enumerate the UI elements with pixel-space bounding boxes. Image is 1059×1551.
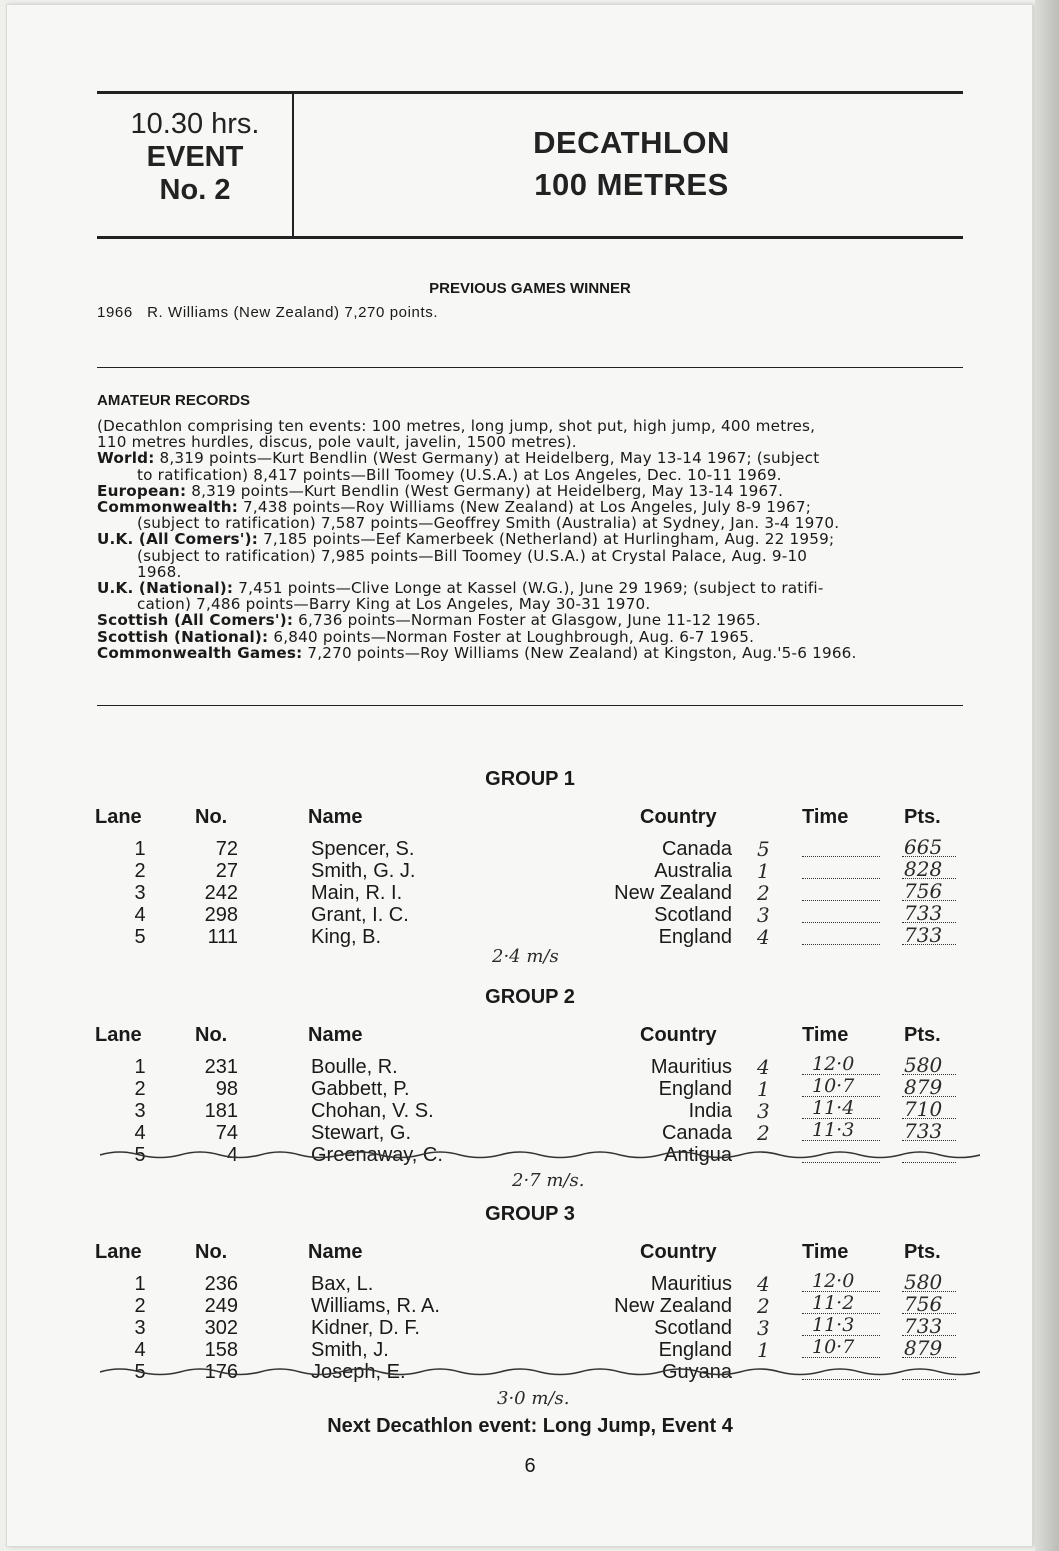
handwritten-points: 828 bbox=[904, 857, 943, 881]
page-number: 6 bbox=[524, 1455, 536, 1477]
scratch-line bbox=[100, 1147, 980, 1163]
competitor-country: England bbox=[658, 1078, 732, 1100]
lane-number: 2 bbox=[134, 1078, 146, 1100]
competitor-name: Spencer, S. bbox=[311, 838, 415, 860]
competitor-number: 231 bbox=[204, 1056, 238, 1078]
handwritten-place: 1 bbox=[757, 859, 770, 883]
handwritten-place: 5 bbox=[757, 837, 770, 861]
handwritten-points: 580 bbox=[904, 1053, 943, 1077]
competitor-number: 4 bbox=[226, 1144, 238, 1166]
column-header-lane: Lane bbox=[95, 1241, 142, 1263]
competitor-number: 181 bbox=[204, 1100, 238, 1122]
column-header-name: Name bbox=[308, 1241, 363, 1263]
handwritten-points: 879 bbox=[904, 1336, 943, 1360]
competitor-row bbox=[0, 904, 1059, 926]
lane-number: 3 bbox=[134, 882, 146, 904]
competitor-name: Smith, G. J. bbox=[311, 860, 416, 882]
column-header-country: Country bbox=[640, 806, 717, 828]
competitor-row bbox=[0, 1317, 1059, 1339]
column-header-pts: Pts. bbox=[904, 1024, 941, 1046]
records-heading: AMATEUR RECORDS bbox=[97, 392, 251, 409]
event-number: No. 2 bbox=[159, 174, 231, 206]
lane-number: 4 bbox=[134, 1339, 146, 1361]
handwritten-place: 3 bbox=[757, 1316, 770, 1340]
record-uk-national-cont: cation) 7,486 points—Barry King at Los Angeles, May 30-31 1970. bbox=[137, 595, 651, 614]
competitor-number: 249 bbox=[204, 1295, 238, 1317]
column-header-time: Time bbox=[802, 1024, 849, 1046]
competitor-country: Scotland bbox=[654, 904, 732, 926]
handwritten-place: 4 bbox=[757, 1272, 770, 1296]
competitor-name: Gabbett, P. bbox=[311, 1078, 410, 1100]
competitor-name: King, B. bbox=[311, 926, 382, 948]
competitor-row bbox=[0, 1056, 1059, 1078]
header-bottom-rule bbox=[97, 236, 963, 239]
record-commonwealth-cont: (subject to ratification) 7,587 points—Geoffrey Smith (Australia) at Sydney, Jan. 3-4 1970. bbox=[137, 514, 840, 533]
lane-number: 2 bbox=[134, 1295, 146, 1317]
handwritten-place: 4 bbox=[757, 1055, 770, 1079]
record-uk-national-label: U.K. (National): bbox=[97, 579, 234, 598]
competitor-name: Smith, J. bbox=[311, 1339, 389, 1361]
record-commonwealth: Commonwealth: 7,438 points—Roy Williams (New Zealand) at Los Angeles, July 8-9 1967; bbox=[97, 498, 812, 517]
previous-winner-text: R. Williams (New Zealand) 7,270 points. bbox=[147, 304, 439, 321]
lane-number: 1 bbox=[134, 1056, 146, 1078]
competitor-name: Williams, R. A. bbox=[311, 1295, 440, 1317]
time-field bbox=[802, 838, 880, 857]
handwritten-time: 11·4 bbox=[812, 1097, 855, 1119]
handwritten-points: 733 bbox=[904, 901, 943, 925]
competitor-country: New Zealand bbox=[614, 882, 732, 904]
competitor-name: Kidner, D. F. bbox=[311, 1317, 420, 1339]
competitor-number: 98 bbox=[215, 1078, 238, 1100]
competitor-country: New Zealand bbox=[614, 1295, 732, 1317]
record-scottish-all: Scottish (All Comers'): 6,736 points—Norman Foster at Glasgow, June 11-12 1965. bbox=[97, 611, 761, 630]
record-commonwealth-games-label: Commonwealth Games: bbox=[97, 643, 303, 662]
competitor-country: Australia bbox=[654, 860, 732, 882]
column-header-no: No. bbox=[195, 1024, 228, 1046]
lane-number: 1 bbox=[134, 838, 146, 860]
handwritten-place: 2 bbox=[757, 1121, 770, 1145]
competitor-name: Grant, I. C. bbox=[311, 904, 409, 926]
column-header-country: Country bbox=[640, 1241, 717, 1263]
group-title: GROUP 2 bbox=[485, 986, 575, 1008]
column-header-no: No. bbox=[195, 1241, 228, 1263]
handwritten-points: 710 bbox=[904, 1097, 943, 1121]
competitor-number: 111 bbox=[207, 926, 238, 948]
record-european: European: 8,319 points—Kurt Bendlin (West Germany) at Heidelberg, May 13-14 1967. bbox=[97, 481, 784, 500]
competitor-name: Greenaway, C. bbox=[311, 1144, 443, 1166]
competitor-number: 236 bbox=[204, 1273, 238, 1295]
competitor-name: Chohan, V. S. bbox=[311, 1100, 434, 1122]
competitor-country: England bbox=[658, 926, 732, 948]
record-uk-all-cont: (subject to ratification) 7,985 points—Bill Toomey (U.S.A.) at Crystal Palace, Aug. 9-10 bbox=[137, 546, 808, 565]
handwritten-points: 733 bbox=[904, 1119, 943, 1143]
competitor-number: 158 bbox=[204, 1339, 238, 1361]
competitor-name: Boulle, R. bbox=[311, 1056, 398, 1078]
handwritten-time: 12·0 bbox=[812, 1270, 855, 1292]
column-header-pts: Pts. bbox=[904, 1241, 941, 1263]
event-title bbox=[300, 122, 963, 206]
record-world: World: 8,319 points—Kurt Bendlin (West Germany) at Heidelberg, May 13-14 1967; (subject bbox=[97, 449, 820, 468]
handwritten-points: 756 bbox=[904, 1292, 943, 1316]
column-header-time: Time bbox=[802, 806, 849, 828]
record-uk-national: U.K. (National): 7,451 points—Clive Longe at Kassel (W.G.), June 29 1969; (subject to ratifi- bbox=[97, 579, 824, 598]
record-world-cont: to ratification) 8,417 points—Bill Toomey (U.S.A.) at Los Angeles, Dec. 10-11 1969. bbox=[137, 465, 782, 484]
lane-number: 4 bbox=[134, 904, 146, 926]
column-header-time: Time bbox=[802, 1241, 849, 1263]
event-time: 10.30 hrs. bbox=[130, 108, 260, 140]
competitor-country: Scotland bbox=[654, 1317, 732, 1339]
competitor-number: 27 bbox=[215, 860, 238, 882]
competitor-row bbox=[0, 1100, 1059, 1122]
event-title-line2: 100 METRES bbox=[534, 167, 729, 202]
handwritten-place: 1 bbox=[757, 1077, 770, 1101]
header-top-rule bbox=[97, 91, 963, 94]
scratch-line bbox=[100, 1364, 980, 1380]
competitor-name: Joseph, E. bbox=[311, 1361, 406, 1383]
lane-number: 4 bbox=[134, 1122, 146, 1144]
competitor-row bbox=[0, 1295, 1059, 1317]
previous-winner-line bbox=[97, 304, 438, 321]
record-uk-all-label: U.K. (All Comers'): bbox=[97, 530, 259, 549]
handwritten-place: 1 bbox=[757, 1338, 770, 1362]
competitor-name: Main, R. I. bbox=[311, 882, 403, 904]
handwritten-time: 11·3 bbox=[812, 1119, 855, 1141]
handwritten-time: 10·7 bbox=[812, 1075, 855, 1097]
lane-number: 3 bbox=[134, 1100, 146, 1122]
competitor-number: 72 bbox=[215, 838, 238, 860]
lane-number: 5 bbox=[134, 1361, 146, 1383]
competitor-row bbox=[0, 1122, 1059, 1144]
handwritten-place: 2 bbox=[757, 1294, 770, 1318]
competitor-name: Stewart, G. bbox=[311, 1122, 412, 1144]
column-header-lane: Lane bbox=[95, 806, 142, 828]
competitor-row bbox=[0, 838, 1059, 860]
divider-rule-1 bbox=[97, 367, 963, 368]
competitor-number: 302 bbox=[204, 1317, 238, 1339]
column-header-name: Name bbox=[308, 1024, 363, 1046]
record-commonwealth-label: Commonwealth: bbox=[97, 498, 239, 517]
record-commonwealth-games: Commonwealth Games: 7,270 points—Roy Williams (New Zealand) at Kingston, Aug.'5-6 1966. bbox=[97, 643, 857, 662]
group-title: GROUP 1 bbox=[485, 768, 575, 790]
handwritten-points: 879 bbox=[904, 1075, 943, 1099]
competitor-row bbox=[0, 1078, 1059, 1100]
lane-number: 5 bbox=[134, 926, 146, 948]
handwritten-wind-reading: 2·7 m/s. bbox=[512, 1170, 585, 1191]
handwritten-time: 10·7 bbox=[812, 1336, 855, 1358]
competitor-row bbox=[0, 926, 1059, 948]
divider-rule-2 bbox=[97, 705, 963, 706]
handwritten-place: 4 bbox=[757, 925, 770, 949]
column-header-no: No. bbox=[195, 806, 228, 828]
column-header-name: Name bbox=[308, 806, 363, 828]
record-scottish-national-label: Scottish (National): bbox=[97, 627, 269, 646]
handwritten-time: 11·2 bbox=[812, 1292, 855, 1314]
time-field bbox=[802, 926, 880, 945]
handwritten-points: 733 bbox=[904, 923, 943, 947]
lane-number: 5 bbox=[134, 1144, 146, 1166]
event-info bbox=[100, 108, 290, 207]
competitor-row bbox=[0, 1339, 1059, 1361]
competitor-country: Canada bbox=[661, 1122, 732, 1144]
handwritten-wind-reading: 2·4 m/s bbox=[492, 946, 559, 967]
previous-winner-year: 1966 bbox=[97, 304, 133, 321]
column-header-pts: Pts. bbox=[904, 806, 941, 828]
record-scottish-all-label: Scottish (All Comers'): bbox=[97, 611, 294, 630]
record-uk-all: U.K. (All Comers'): 7,185 points—Eef Kamerbeek (Netherland) at Hurlingham, Aug. 22 1959; bbox=[97, 530, 835, 549]
handwritten-points: 665 bbox=[904, 835, 943, 859]
competitor-row bbox=[0, 1273, 1059, 1295]
competitor-country: Antigua bbox=[664, 1144, 732, 1166]
competitor-number: 176 bbox=[204, 1361, 238, 1383]
competitor-number: 242 bbox=[204, 882, 238, 904]
next-event-note: Next Decathlon event: Long Jump, Event 4 bbox=[327, 1415, 733, 1437]
column-header-lane: Lane bbox=[95, 1024, 142, 1046]
event-title-line1: DECATHLON bbox=[533, 125, 730, 160]
record-scottish-national: Scottish (National): 6,840 points—Norman Foster at Loughbrough, Aug. 6-7 1965. bbox=[97, 627, 755, 646]
record-european-label: European: bbox=[97, 481, 187, 500]
competitor-row bbox=[0, 860, 1059, 882]
lane-number: 2 bbox=[134, 860, 146, 882]
handwritten-time: 12·0 bbox=[812, 1053, 855, 1075]
handwritten-points: 580 bbox=[904, 1270, 943, 1294]
record-uk-all-cont2: 1968. bbox=[137, 562, 182, 581]
competitor-country: Canada bbox=[661, 838, 732, 860]
competitor-number: 74 bbox=[215, 1122, 238, 1144]
competitor-number: 298 bbox=[204, 904, 238, 926]
handwritten-points: 733 bbox=[904, 1314, 943, 1338]
previous-winner-heading: PREVIOUS GAMES WINNER bbox=[429, 280, 631, 297]
time-field bbox=[802, 904, 880, 923]
group-title: GROUP 3 bbox=[485, 1203, 575, 1225]
time-field bbox=[802, 860, 880, 879]
column-header-country: Country bbox=[640, 1024, 717, 1046]
competitor-row bbox=[0, 882, 1059, 904]
handwritten-place: 3 bbox=[757, 903, 770, 927]
competitor-country: India bbox=[688, 1100, 732, 1122]
time-field bbox=[802, 882, 880, 901]
handwritten-wind-reading: 3·0 m/s. bbox=[497, 1388, 570, 1409]
competitor-country: Mauritius bbox=[650, 1273, 732, 1295]
records-block bbox=[97, 418, 967, 661]
lane-number: 1 bbox=[134, 1273, 146, 1295]
event-word: EVENT bbox=[146, 141, 244, 173]
competitor-country: Guyana bbox=[661, 1361, 732, 1383]
competitor-country: Mauritius bbox=[650, 1056, 732, 1078]
handwritten-points: 756 bbox=[904, 879, 943, 903]
handwritten-time: 11·3 bbox=[812, 1314, 855, 1336]
records-intro-1: (Decathlon comprising ten events: 100 metres, long jump, shot put, high jump, 400 metres, bbox=[97, 417, 816, 435]
handwritten-place: 3 bbox=[757, 1099, 770, 1123]
competitor-country: England bbox=[658, 1339, 732, 1361]
header-divider bbox=[292, 93, 294, 237]
record-world-label: World: bbox=[97, 449, 155, 468]
records-intro-2: 110 metres hurdles, discus, pole vault, javelin, 1500 metres). bbox=[97, 433, 577, 452]
handwritten-place: 2 bbox=[757, 881, 770, 905]
competitor-name: Bax, L. bbox=[311, 1273, 374, 1295]
lane-number: 3 bbox=[134, 1317, 146, 1339]
